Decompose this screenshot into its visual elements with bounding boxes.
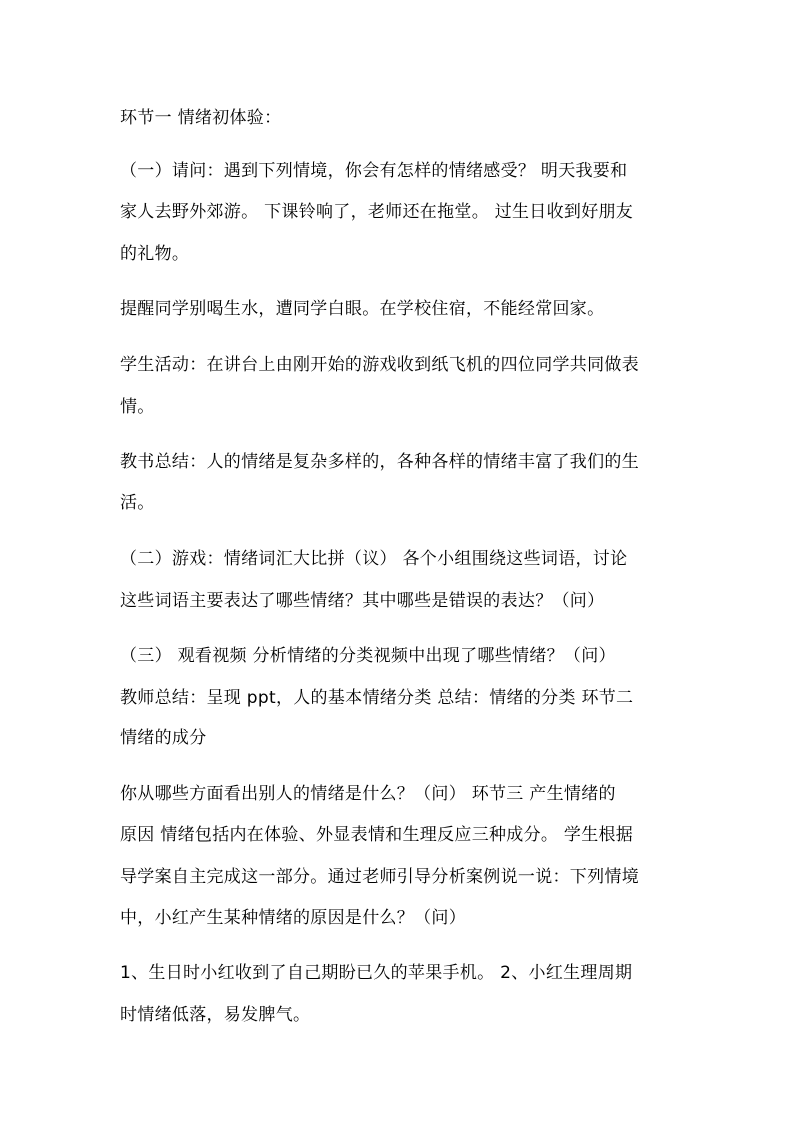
paragraph-line: 你从哪些方面看出别人的情绪是什么？（问） 环节三 产生情绪的 (120, 784, 616, 804)
paragraph-line: 情绪的成分 (120, 728, 207, 748)
paragraph-line: 活。 (120, 493, 155, 513)
paragraph-line: 家人去野外郊游。 下课铃响了，老师还在拖堂。 过生日收到好朋友 (120, 202, 634, 222)
paragraph-line: 情。 (120, 397, 155, 417)
paragraph-line: 教书总结：人的情绪是复杂多样的，各种各样的情绪丰富了我们的生 (120, 452, 639, 472)
paragraph-line: 提醒同学别喝生水，遭同学白眼。在学校住宿，不能经常回家。 (120, 299, 605, 319)
paragraph-line: 导学案自主完成这一部分。通过老师引导分析案例说一说：下列情境 (120, 867, 639, 887)
paragraph-line: 原因 情绪包括内在体验、外显表情和生理反应三种成分。 学生根据 (120, 825, 634, 845)
paragraph-line: （二）游戏：情绪词汇大比拼（议） 各个小组围绕这些词语，讨论 (120, 549, 628, 569)
section-heading-1: 环节一 情绪初体验： (120, 108, 282, 128)
paragraph-line: （三） 观看视频 分析情绪的分类视频中出现了哪些情绪？（问） (120, 646, 616, 666)
paragraph-line: 学生活动：在讲台上由刚开始的游戏收到纸飞机的四位同学共同做表 (120, 355, 639, 375)
paragraph-line: 教师总结：呈现 ppt，人的基本情绪分类 总结：情绪的分类 环节二 (120, 688, 634, 708)
paragraph-line: 的礼物。 (120, 244, 190, 264)
paragraph-line: 时情绪低落，易发脾气。 (120, 1005, 311, 1025)
paragraph-line: 1、生日时小红收到了自己期盼已久的苹果手机。 2、小红生理周期 (120, 963, 633, 983)
paragraph-line: 这些词语主要表达了哪些情绪？其中哪些是错误的表达？（问） (120, 591, 605, 611)
paragraph-line: 中，小红产生某种情绪的原因是什么？（问） (120, 908, 466, 928)
paragraph-line: （一）请问：遇到下列情境，你会有怎样的情绪感受？ 明天我要和 (120, 161, 628, 181)
